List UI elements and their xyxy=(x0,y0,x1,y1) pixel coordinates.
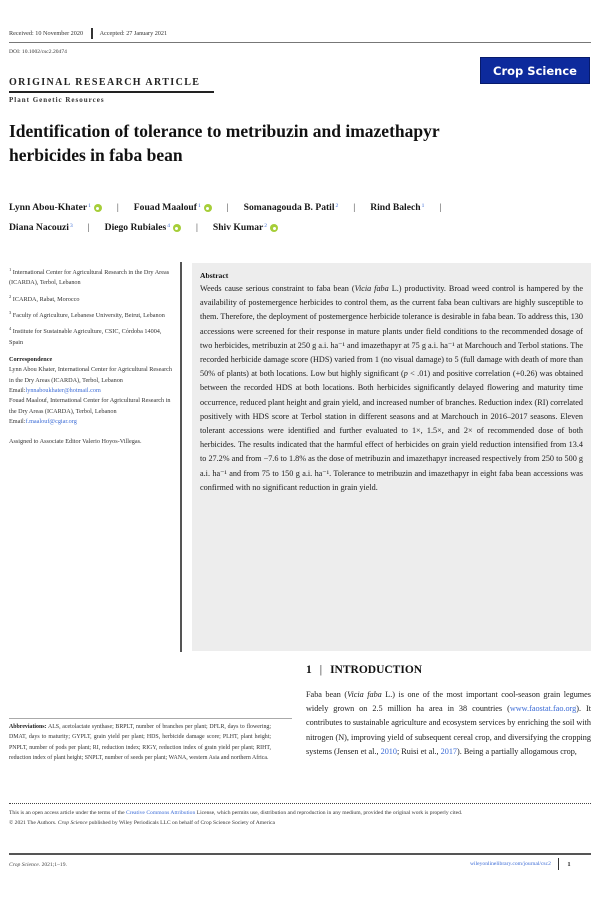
affiliation-text: International Center for Agricultural Research in the Dry Areas (ICARDA), Terbol, Lebanon xyxy=(9,269,170,287)
license-divider xyxy=(9,803,591,804)
author-name: Lynn Abou-Khater xyxy=(9,202,88,213)
correspondence-entry: Fouad Maalouf, International Center for Agricultural Research in the Dry Areas (ICARDA), Terbol, Lebanon xyxy=(9,397,171,415)
title-line-2: herbicides in faba bean xyxy=(9,145,183,165)
author[interactable] xyxy=(105,218,181,238)
correspondence-heading: Correspondence xyxy=(9,356,53,364)
intro-segment: ). Being a partially allogamous crop, xyxy=(457,746,577,756)
affiliation-ref: 3 xyxy=(69,223,73,229)
author-name: Shiv Kumar xyxy=(212,222,264,233)
section-number: 1 xyxy=(306,664,312,676)
date-separator xyxy=(91,28,93,39)
orcid-icon[interactable] xyxy=(94,204,102,212)
author-divider: | xyxy=(116,202,119,213)
footer-divider xyxy=(558,858,560,870)
cc-license-link[interactable]: Creative Commons Attribution xyxy=(125,810,196,816)
page-number: 1 xyxy=(567,860,571,868)
p-value-symbol: p xyxy=(403,369,408,379)
affiliation-number: 3 xyxy=(9,310,12,316)
orcid-icon[interactable] xyxy=(204,204,212,212)
article-title xyxy=(9,119,569,167)
abbreviations-text: ALS, acetolactate synthase; BRPLT, number of branches per plant; DFLR, days to flowering; DMAT, days to maturity; GYPLT, grain yield per plant; HDS, herbicide damage score; PLHT, plant height; PNPLT, number of pods per plant; RI, reduction index; RIGY, reduction index of grain yield per plant; RIHT, reduction index of plant height; SNPLT, number of seeds per plant; WANA, western Asia and northern Africa. xyxy=(9,724,271,761)
affiliation-ref: 1 xyxy=(197,203,201,209)
affiliation-ref: 2 xyxy=(335,203,339,209)
abbreviations-rule xyxy=(9,718,292,719)
author-name: Somanagouda B. Patil xyxy=(243,202,335,213)
affiliation-text: Faculty of Agriculture, Lebanese University, Beirut, Lebanon xyxy=(12,312,165,320)
copyright-segment: published by Wiley Periodicals LLC on behalf of Crop Science Society of America xyxy=(87,820,276,826)
affiliation-number: 2 xyxy=(9,293,12,299)
affiliation-number: 1 xyxy=(9,267,12,272)
orcid-icon[interactable] xyxy=(173,224,181,232)
author-divider: | xyxy=(353,202,356,213)
license-line xyxy=(9,808,591,818)
affiliation-ref: 4 xyxy=(167,223,170,229)
abstract-text xyxy=(200,282,583,495)
correspondence-email-row xyxy=(9,386,174,396)
abstract-bar xyxy=(180,262,182,652)
abstract-box xyxy=(192,263,591,651)
license-segment: License, which permits use, distribution and reproduction in any medium, provided the original work is properly cited. xyxy=(195,810,463,816)
affiliation-text: ICARDA, Rabat, Morocco xyxy=(12,295,80,303)
author-name: Fouad Maalouf xyxy=(133,202,197,213)
affiliation-ref: 2 xyxy=(264,223,268,229)
license-notice xyxy=(9,808,591,828)
abbreviations-label: Abbreviations: xyxy=(9,724,47,730)
correspondence-email-row xyxy=(9,417,174,427)
author[interactable] xyxy=(213,218,278,238)
author-name: Diego Rubiales xyxy=(104,222,167,233)
author-divider: | xyxy=(439,202,442,213)
author[interactable] xyxy=(244,198,339,218)
author-divider: | xyxy=(87,222,90,233)
received-date: Received: 10 November 2020 xyxy=(9,30,84,37)
species-name: Vicia faba xyxy=(347,690,382,699)
intro-segment: ). It contributes to sustainable agriculture and ecosystem services by enriching the soil with nitrogen (N), improving yield of subsequent cereal crop, and diversifying the cropping systems (Jensen et al., xyxy=(306,704,591,756)
correspondence-entry: Lynn Abou Khater, International Center for Agricultural Research in the Dry Areas (ICARDA), Terbol, Lebanon xyxy=(9,366,172,384)
assigned-editor: Assigned to Associate Editor Valerio Hoyos-Villegas. xyxy=(9,438,142,446)
faostat-link[interactable]: www.faostat.fao.org xyxy=(509,704,577,714)
citation-journal: Crop Science. xyxy=(9,862,41,868)
author[interactable] xyxy=(9,218,73,238)
intro-segment: Faba bean ( xyxy=(306,690,348,699)
affiliation xyxy=(9,292,174,305)
introduction-heading xyxy=(306,664,422,676)
email-link[interactable]: lynnaboukhater@hotmail.com xyxy=(25,386,101,394)
affiliation xyxy=(9,324,174,348)
author-name: Diana Nacouzi xyxy=(9,222,69,233)
author-divider: | xyxy=(195,222,198,233)
affiliation-number: 4 xyxy=(9,326,12,332)
copyright-line xyxy=(9,818,591,828)
header-rule xyxy=(9,42,591,43)
intro-segment: L.) is one of the most important cool-season grain legumes widely grown on 2.5 million ha area in 38 countries ( xyxy=(306,690,591,714)
orcid-icon[interactable] xyxy=(270,224,278,232)
copyright-segment: © 2021 The Authors. xyxy=(9,820,58,826)
email-link[interactable]: f.maalouf@cgiar.org xyxy=(25,417,77,425)
footer-rule xyxy=(9,853,591,855)
article-type: ORIGINAL RESEARCH ARTICLE xyxy=(9,77,201,88)
doi[interactable]: DOI: 10.1002/csc2.20474 xyxy=(9,49,67,55)
author[interactable] xyxy=(370,198,424,218)
abstract-segment: Weeds cause serious constraint to faba bean ( xyxy=(200,284,355,293)
citation-details: 2021;1–19. xyxy=(40,862,67,868)
species-name: Vicia faba xyxy=(354,284,389,293)
abstract-heading: Abstract xyxy=(200,271,229,280)
accepted-date: Accepted: 27 January 2021 xyxy=(99,30,168,37)
copyright-journal: Crop Science xyxy=(57,820,88,826)
introduction-text xyxy=(306,688,591,759)
affiliation-ref: 1 xyxy=(421,203,425,209)
author-list xyxy=(9,198,594,238)
author[interactable] xyxy=(9,198,102,218)
section-divider: | xyxy=(319,664,323,676)
abstract-segment: L.) productivity. Broad weed control is hampered by the availability of postemergence herbicides to control them, as the current faba bean cultivars are highly susceptible to them. Therefore, the deployment of postemergence herbicide tolerance is desirable in faba bean. To address this, 130 accessions were screened for their response in mature plants under field conditions to the recommended dosage of two herbicides, metribuzin at 250 g a.i. ha⁻¹ and imazethapyr at 75 g a.i. ha⁻¹ at Marchouch and Terbol stations. The recorded herbicide damage score (HDS) varied from 1 (no visual damage) to 5 (full damage with death of more than 50% of plants) at both locations. Low but highly significant ( xyxy=(200,284,584,379)
article-type-rule xyxy=(9,91,214,93)
affiliation-text: Institute for Sustainable Agriculture, CSIC, Córdoba 14004, Spain xyxy=(9,328,162,346)
affiliation-ref: 1 xyxy=(88,203,91,209)
journal-url-link[interactable]: wileyonlinelibrary.com/journal/csc2 xyxy=(470,861,551,867)
abbreviations xyxy=(9,722,271,763)
journal-logo[interactable]: Crop Science xyxy=(480,57,590,84)
affiliation xyxy=(9,308,174,321)
section-title: INTRODUCTION xyxy=(330,664,423,676)
title-line-1: Identification of tolerance to metribuzin and imazethapyr xyxy=(9,121,440,141)
citation-link[interactable]: 2017 xyxy=(440,746,458,756)
affiliation xyxy=(9,265,174,289)
intro-segment: ; Ruisi et al., xyxy=(396,746,441,756)
citation-link[interactable]: 2010 xyxy=(380,746,397,756)
citation xyxy=(9,862,67,868)
license-segment: This is an open access article under the terms of the xyxy=(9,810,126,816)
email-label: Email: xyxy=(9,417,26,425)
abstract-segment: < .01) and positive correlation (+0.26) was obtained between the recorded HDS at both locations. Both herbicides significantly delayed flowering and maturity time occurrence, reduced plant height and grain yield, and increased number of branches. Reduction index (RI) correlated positively with HDS score at Terbol station in different seasons and at Marchouch in 2016–2017 seasons. Eleven tolerant accessions were identified and further evaluated to 1×, 1.5×, and 2× of recommended dose of both herbicides. The results indicated that the harmful effect of herbicides on grain yield reduction intensified from 13.4 to 27.2% and from −7.6 to 1.8% as the dose of metribuzin and imazethapyr increased respectively from 250 to 500 g a.i. ha⁻¹ and from 75 to 150 g a.i. ha⁻¹. Tolerance to metribuzin and imazethapyr in eight faba bean accessions was confirmed with no significant reduction in grain yield. xyxy=(200,369,583,492)
section-label: Plant Genetic Resources xyxy=(9,96,105,104)
author-name: Rind Balech xyxy=(370,202,421,213)
author-divider: | xyxy=(226,202,229,213)
footer-right xyxy=(470,858,571,870)
article-dates xyxy=(9,28,167,39)
author[interactable] xyxy=(134,198,212,218)
email-label: Email: xyxy=(9,386,26,394)
affiliations xyxy=(9,265,174,447)
